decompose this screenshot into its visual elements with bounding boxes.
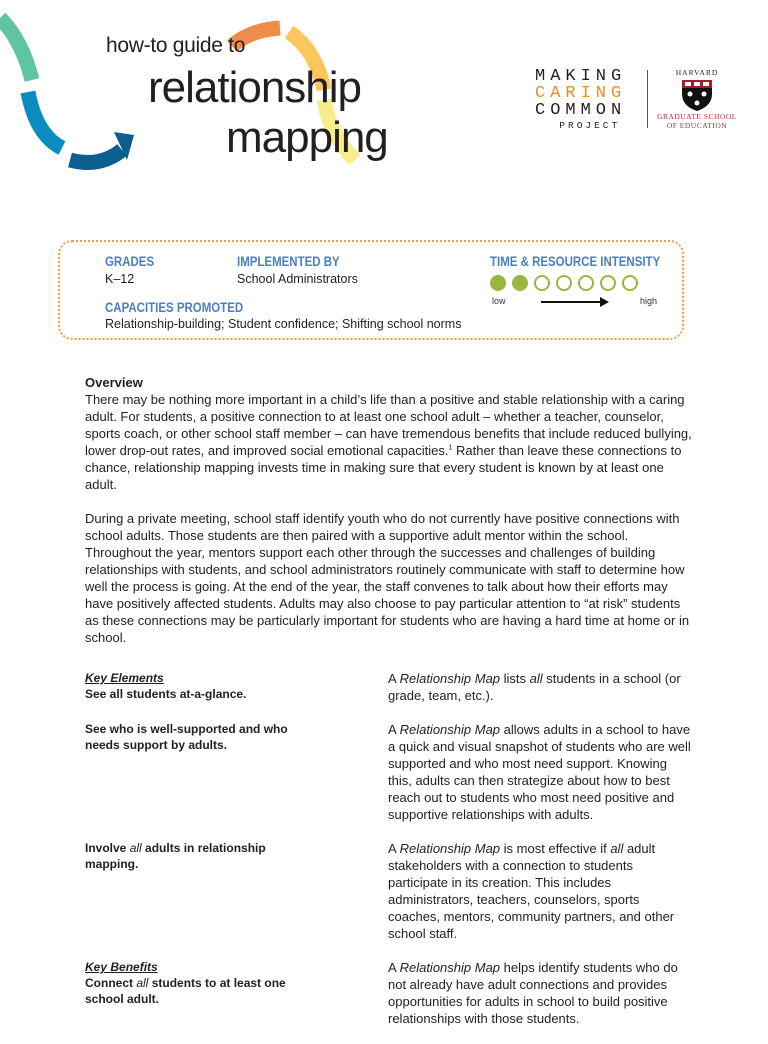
text-segment: A xyxy=(388,722,400,737)
intensity-label: TIME & RESOURCE INTENSITY xyxy=(490,254,661,269)
logo-divider xyxy=(647,70,648,128)
key-row xyxy=(85,840,693,942)
key-item-title xyxy=(85,959,290,1027)
darkblue-arrow-arc xyxy=(70,150,122,162)
implemented-by-label: IMPLEMENTED BY xyxy=(237,254,340,269)
text: Rather than leave these connections to chance, relationship mapping invests time in making sure that every student is known by at least one adult. xyxy=(85,443,682,492)
text-segment: Connect xyxy=(85,976,137,990)
key-item-title-text xyxy=(85,686,290,702)
empty-dot-icon xyxy=(622,275,638,291)
key-elements-heading: Key Elements xyxy=(85,671,164,685)
key-item-title-text xyxy=(85,721,290,753)
key-item-description xyxy=(388,721,693,823)
blue-arc xyxy=(28,92,62,148)
text-segment: Relationship Map xyxy=(399,841,501,856)
text-segment: adults in relationship mapping. xyxy=(85,841,266,871)
overview-paragraph-1 xyxy=(85,391,693,493)
key-row xyxy=(85,959,693,1027)
key-item-description xyxy=(388,840,693,942)
text-segment: all xyxy=(529,671,543,686)
capacities-label: CAPACITIES PROMOTED xyxy=(105,300,244,315)
key-row xyxy=(85,721,693,823)
harvard-shield-icon xyxy=(680,78,714,112)
text-segment: lists xyxy=(500,671,530,686)
text-segment: Relationship Map xyxy=(399,960,501,975)
overview-paragraph-2: During a private meeting, school staff identify youth who do not currently have positive connections with school adults. Those students are then paired with a supportive adult mentor within the school. Throughout the year, mentors support each other through the successes and challenges of building relationships with students, and school administrators routinely communicate with staff to determine how well the process is going. At the end of the year, the staff convenes to talk about how their efforts may have positively affected students. Adults may also choose to pay particular attention to “at risk” students as these connections may be particularly important for students who are having a hard time at home or in school. xyxy=(85,511,690,645)
harvard-text: HARVARD xyxy=(675,68,719,77)
decorative-arcs xyxy=(0,0,768,200)
text-segment: is most effective if xyxy=(500,841,611,856)
text-segment: allows adults in a school to have a quick and visual snapshot of students who are well supported and who most need support. Knowing this, adults can then strategize about how to best reach out to students who most need positive and supportive relationships with adults. xyxy=(388,722,691,822)
key-item-title xyxy=(85,840,290,942)
gse-text: OF EDUCATION xyxy=(666,121,728,130)
harvard-gse-logo xyxy=(654,68,740,130)
logo-line: PROJECT xyxy=(559,120,621,131)
text-segment: helps identify students who do not already have adult connections and provides opportunities for adults in school to build positive relationships with those students. xyxy=(388,960,678,1026)
key-item-description xyxy=(388,959,693,1027)
empty-dot-icon xyxy=(534,275,550,291)
low-label: low xyxy=(492,296,506,306)
title-line-2: mapping xyxy=(226,113,388,162)
arrow-right-icon xyxy=(541,301,603,303)
logo-line: COMMON xyxy=(535,101,627,120)
empty-dot-icon xyxy=(578,275,594,291)
text-segment: adult stakeholders with a connection to students participate in its creation. This includes administrators, teachers, counselors, sports coaches, mentors, community partners, and other school staff. xyxy=(388,841,675,941)
text-segment: Involve xyxy=(85,841,130,855)
text-segment: A xyxy=(388,841,400,856)
overview-heading: Overview xyxy=(85,375,143,390)
text-segment: students to at least one school adult. xyxy=(85,976,286,1006)
text-segment: See all students at-a-glance. xyxy=(85,687,247,701)
key-item-title xyxy=(85,670,290,704)
text-segment: students in a school (or grade, team, etc.). xyxy=(388,671,681,703)
text: There may be nothing more important in a child’s life than a positive and stable relationship with a caring adult. For students, a positive connection to at least one school adult – whether a teacher, counselor, sports coach, or other school staff member – can have tremendous benefits that include reduced bullying, lower drop-out rates, and improved social emotional capacities. xyxy=(85,392,692,458)
implemented-by-value: School Administrators xyxy=(237,272,358,286)
text-segment: all xyxy=(129,841,142,855)
intensity-rating xyxy=(490,275,638,291)
text-segment: Relationship Map xyxy=(399,671,501,686)
gse-text: GRADUATE SCHOOL xyxy=(657,112,737,121)
empty-dot-icon xyxy=(600,275,616,291)
logo-line: MAKING xyxy=(535,67,627,86)
key-benefits-heading: Key Benefits xyxy=(85,960,158,974)
key-item-title-text xyxy=(85,840,290,872)
filled-dot-icon xyxy=(512,275,528,291)
title-line-1: relationship xyxy=(148,63,362,112)
capacities-value: Relationship-building; Student confidence; Shifting school norms xyxy=(105,317,462,331)
key-item-title-text xyxy=(85,975,290,1007)
key-item-title xyxy=(85,721,290,823)
high-label: high xyxy=(640,296,658,306)
footnote-ref: 1 xyxy=(448,444,453,452)
making-caring-common-logo xyxy=(535,68,626,132)
logo-line: CARING xyxy=(535,84,627,103)
text-segment: all xyxy=(610,841,624,856)
grades-value: K–12 xyxy=(105,272,135,286)
text-segment: A xyxy=(388,671,400,686)
empty-dot-icon xyxy=(556,275,572,291)
main-content xyxy=(85,374,693,1044)
text-segment: all xyxy=(136,976,149,990)
key-row xyxy=(85,670,693,704)
green-arc xyxy=(0,18,32,80)
key-table xyxy=(85,670,693,1027)
text-segment: Relationship Map xyxy=(399,722,501,737)
text-segment: See who is well-supported and who needs support by adults. xyxy=(85,722,288,752)
guide-subtitle: how-to guide to xyxy=(106,34,246,57)
filled-dot-icon xyxy=(490,275,506,291)
text-segment: A xyxy=(388,960,400,975)
grades-label: GRADES xyxy=(105,254,155,269)
key-item-description xyxy=(388,670,693,704)
